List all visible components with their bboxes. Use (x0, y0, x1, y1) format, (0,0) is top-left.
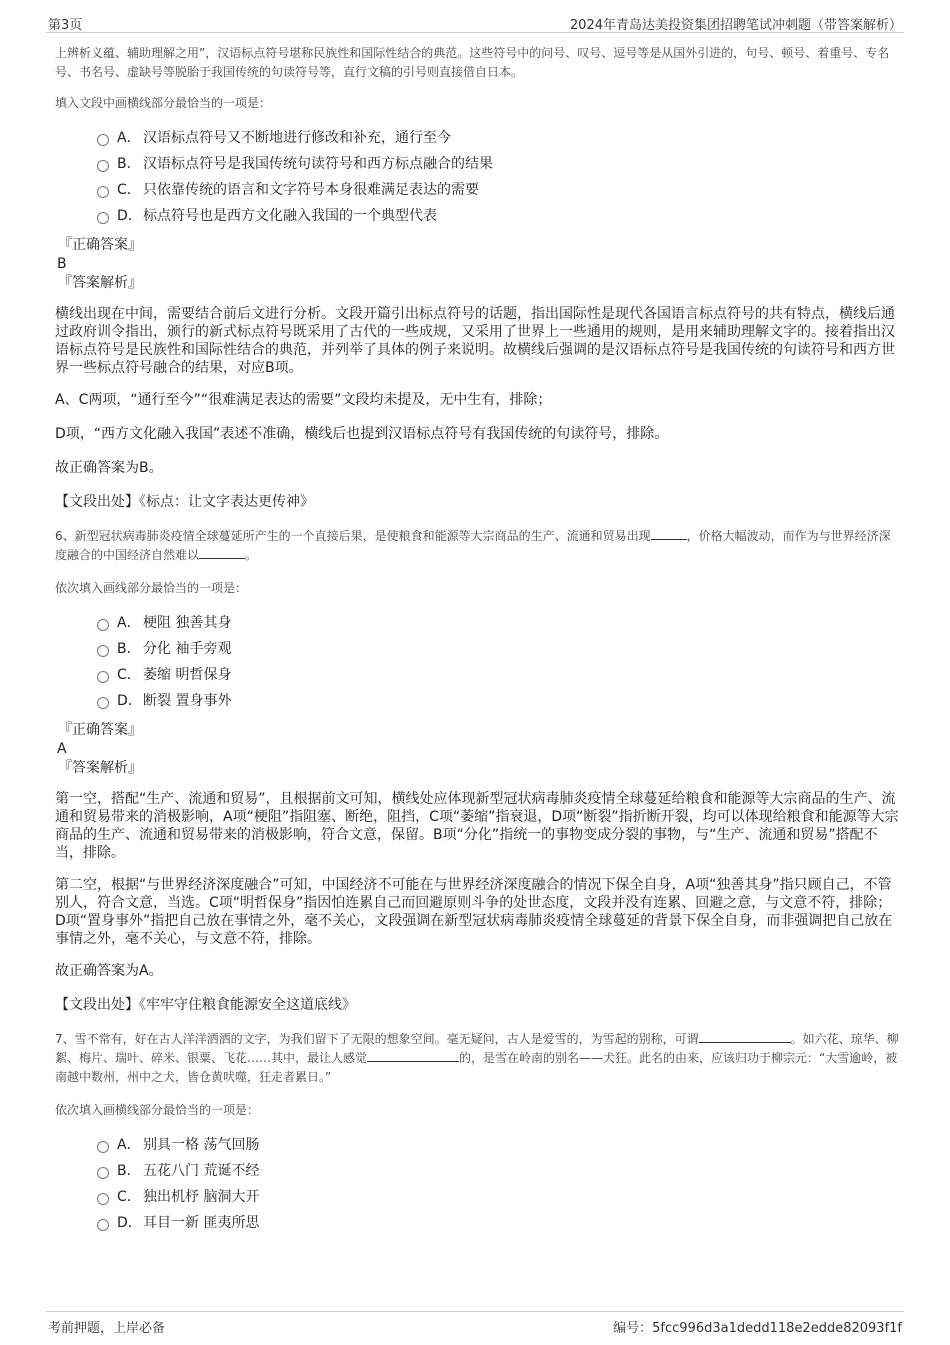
q6-options (97, 610, 900, 714)
q6-conclusion: 故正确答案为A。 (55, 963, 163, 979)
q7-option-b[interactable]: B． 五花八门 荒诞不经 (97, 1158, 900, 1184)
radio-icon[interactable] (97, 1167, 109, 1179)
q5-analysis-p2: A、C两项，“通行至今”“很难满足表达的需要”文段均未提及，无中生有，排除； (55, 392, 552, 408)
q7-option-c[interactable]: C． 独出机杼 脑洞大开 (97, 1184, 900, 1210)
q5-option-d[interactable]: D． 标点符号也是西方文化融入我国的一个典型代表 (97, 203, 900, 229)
q7-stem: 7、雪不常有，好在古人洋洋洒洒的文字，为我们留下了无限的想象空间。毫无疑问，古人是爱雪的，为雪起的别称，可谓 。如六花、琼华、柳絮、梅片、瑞叶、碎米、银粟、飞花……其中，最让人感觉 的，是雪在岭南的别名——犬狂。此名的由来，应该归功于柳宗元：“大雪逾岭，被南越中数州，州中之犬，皆仓黄吠噬，狂走者累日。” (55, 1032, 899, 1084)
document-title: 2024年青岛达美投资集团招聘笔试冲刺题（带答案解析） (569, 18, 902, 33)
page-footer (46, 1311, 904, 1336)
q6-source: 【文段出处】《牢牢守住粮食能源安全这道底线》 (55, 997, 356, 1013)
q7-option-d[interactable]: D． 耳目一新 匪夷所思 (97, 1210, 900, 1236)
q5-option-b[interactable]: B． 汉语标点符号是我国传统句读符号和西方标点融合的结果 (97, 151, 900, 177)
q6-stem: 6、新型冠状病毒肺炎疫情全球蔓延所产生的一个直接后果，是使粮食和能源等大宗商品的生产、流通和贸易出现 ，价格大幅波动，而作为与世界经济深度融合的中国经济自然难以 。 (55, 529, 891, 562)
radio-icon[interactable] (97, 619, 109, 631)
q5-option-c[interactable]: C． 只依靠传统的语言和文字符号本身很难满足表达的需要 (97, 177, 900, 203)
q5-answer: B (57, 256, 67, 272)
q7-options (97, 1132, 900, 1236)
radio-icon[interactable] (97, 1219, 109, 1231)
footer-slogan: 考前押题，上岸必备 (48, 1321, 166, 1336)
q6-option-b[interactable]: B． 分化 袖手旁观 (97, 636, 900, 662)
q7-option-a[interactable]: A． 别具一格 荡气回肠 (97, 1132, 900, 1158)
radio-icon[interactable] (97, 1141, 109, 1153)
radio-icon[interactable] (97, 645, 109, 657)
page-header (46, 12, 904, 33)
q6-blank-1 (651, 527, 687, 540)
q6-analysis-p2: 第二空，根据“与世界经济深度融合”可知，中国经济不可能在与世界经济深度融合的情况下保全自身，A项“独善其身”指只顾自己，不管别人，符合文意，当选。C项“明哲保身”指因怕连累自己而回避原则斗争的处世态度，文段并没有连累、回避之意，与文意不符，排除；D项“置身事外”指把自己放在事情之外，毫不关心，文段强调在新型冠状病毒肺炎疫情全球蔓延的背景下保全自身，而非强调把自己放在事情之外，毫不关心，与文意不符，排除。 (55, 877, 893, 947)
q6-prompt: 依次填入画线部分最恰当的一项是： (55, 581, 248, 595)
radio-icon[interactable] (97, 160, 109, 172)
q6-analysis-p1: 第一空，搭配“生产、流通和贸易”，且根据前文可知，横线处应体现新型冠状病毒肺炎疫情全球蔓延给粮食和能源等大宗商品的生产、流通和贸易带来的消极影响，A项“梗阻”指阻塞、断绝，阻挡，C项“萎缩”指衰退，D项“断裂”指折断开裂，均可以体现给粮食和能源等大宗商品的生产、流通和贸易带来的消极影响，符合文意，保留。B项“分化”指统一的事物变成分裂的事物，与“生产、流通和贸易”搭配不当，排除。 (55, 791, 899, 861)
q6-blank-2 (199, 546, 245, 559)
q7-prompt: 依次填入画横线部分最恰当的一项是： (55, 1103, 260, 1117)
radio-icon[interactable] (97, 697, 109, 709)
radio-icon[interactable] (97, 212, 109, 224)
q5-analysis-p1: 横线出现在中间，需要结合前后文进行分析。文段开篇引出标点符号的话题，指出国际性是现代各国语言标点符号的共有特点，横线后通过政府训令指出，颁行的新式标点符号既采用了古代的一些成规，又采用了世界上一些通用的规则，是用来辅助理解文字的。接着指出汉语标点符号是民族性和国际性结合的典范，并列举了具体的例子来说明。故横线后强调的是汉语标点符号是我国传统的句读符号和西方世界一些标点符号融合的结果，对应B项。 (55, 306, 895, 376)
q5-source: 【文段出处】《标点：让文字表达更传神》 (55, 494, 314, 510)
q5-options (97, 125, 900, 229)
q6-option-c[interactable]: C． 萎缩 明哲保身 (97, 662, 900, 688)
q5-analysis-label: 『答案解析』 (58, 275, 142, 291)
q6-answer-label: 『正确答案』 (58, 722, 142, 738)
document-serial: 编号：5fcc996d3a1dedd118e2edde82093f1f (613, 1321, 902, 1336)
q7-blank-2 (367, 1049, 459, 1062)
q5-answer-label: 『正确答案』 (58, 237, 142, 253)
q5-analysis-p3: D项，“西方文化融入我国”表述不准确，横线后也提到汉语标点符号有我国传统的句读符号，排除。 (55, 426, 669, 442)
radio-icon[interactable] (97, 186, 109, 198)
q6-analysis-label: 『答案解析』 (58, 760, 142, 776)
q7-blank-1 (699, 1030, 791, 1043)
page-content (55, 44, 900, 1236)
radio-icon[interactable] (97, 671, 109, 683)
radio-icon[interactable] (97, 1193, 109, 1205)
q5-passage-tail: 上辨析义蕴、辅助理解之用”，汉语标点符号堪称民族性和国际性结合的典范。这些符号中的问号、叹号、逗号等是从国外引进的，句号、顿号、着重号、专名号、书名号、虚缺号等脱胎于我国传统的句读符号等，直行文稿的引号则直接借自日本。 (55, 46, 890, 79)
q5-prompt: 填入文段中画横线部分最恰当的一项是： (55, 96, 272, 110)
radio-icon[interactable] (97, 134, 109, 146)
q5-conclusion: 故正确答案为B。 (55, 460, 163, 476)
page-number: 第3页 (48, 18, 83, 33)
q5-option-a[interactable]: A． 汉语标点符号又不断地进行修改和补充，通行至今 (97, 125, 900, 151)
q6-option-a[interactable]: A． 梗阻 独善其身 (97, 610, 900, 636)
q6-answer: A (57, 741, 67, 757)
q6-option-d[interactable]: D． 断裂 置身事外 (97, 688, 900, 714)
